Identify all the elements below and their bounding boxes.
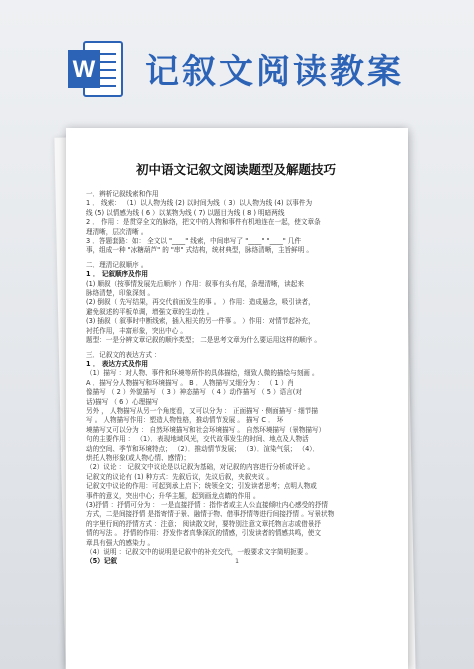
text-line: 理清晰，层次清晰 。 bbox=[86, 227, 148, 236]
text-line: (3) 插叙（ 叙事时中断线索，插入相关的另一件事 。 ）作用：对情节起补充， bbox=[86, 317, 315, 326]
word-icon-letter: W bbox=[72, 56, 96, 83]
text-line: 的字里行间的抒情方式 ：注意； 阅读散文时，要特别注意文章托物言志或借景抒 bbox=[86, 519, 321, 528]
text-line: 2 ． 作用 ：是贯穿全文的脉络，把文中的人物和事件有机地连在一起，使文章条 bbox=[86, 218, 321, 227]
text-line: 二．理清记叙顺序 。 bbox=[86, 260, 148, 269]
document-title: 初中语文记叙文阅读题型及解题技巧 bbox=[135, 162, 336, 177]
text-line: A ．描写分人物描写和环境描写 。 B ．人物描写又细分为 ： （ 1 ）肖 bbox=[86, 378, 295, 387]
text-line: 避免叙述的平板单调，增强文章的生动性 。 bbox=[86, 307, 214, 316]
text-line: 记叙文的议论有 (1) 种方式：先叙后议，先议后叙，夹叙夹议 。 bbox=[86, 472, 274, 481]
text-line: 衬托作用，丰富形象，突出中心 。 bbox=[86, 326, 188, 335]
banner bbox=[0, 0, 474, 118]
text-line: 动的空间、季节和环境特点； （2）．推动情节发展； （3）．渲染气氛； （4）． bbox=[86, 444, 320, 453]
text-line: （1）描写 ：对人物、事件和环境等所作的具体描绘，细致人微的描绘与刻画 。 bbox=[86, 369, 319, 378]
text-line: 3 ．答题套路：如： 全文以 "____" 线索，中间串写了 "____" "____" 几件 bbox=[86, 237, 302, 246]
page-number: 1 bbox=[235, 558, 239, 565]
text-line: (2) 倒叙（ 先写结果，再交代前面发生的事 。 ）作用：造成悬念，吸引读者， bbox=[86, 298, 315, 307]
text-line: （2）议论 ： 记叙文中议论是以记叙为基础，对记叙的内容进行分析或评论 。 bbox=[86, 463, 315, 472]
text-line: 事件的意义，突出中心；升华主题，起到画龙点睛的作用 。 bbox=[86, 491, 260, 500]
text-line: 烘托人物形象(或人物心情、感情)； bbox=[86, 453, 191, 462]
text-line: 话)描写 （ 6 ）心理描写 bbox=[86, 397, 159, 406]
text-line: 1 ． 线索： （1）以人物为线 (2) 以时间为线（ 3）以人物为线 (4) 以事件为 bbox=[86, 199, 313, 208]
section-heading-line: 1 ． 表达方式及作用 bbox=[86, 359, 148, 368]
text-line: 一．辨析记叙线索和作用 bbox=[86, 190, 159, 198]
section-heading-line: （5）记叙 bbox=[86, 557, 117, 566]
text-line: (1) 顺叙（按事情发展先后顺序 ）作用：叙事有头有尾，条理清晰，读起来 bbox=[86, 279, 304, 288]
text-line: 像描写 （ 2 ）外貌描写 （ 3 ）神态描写 （ 4 ）动作描写 （ 5 ）语言(对 bbox=[86, 388, 302, 397]
document-body bbox=[86, 190, 386, 567]
document-page bbox=[66, 128, 408, 669]
text-line: 线 (5) 以情感为线 ( 6 ）以某物为线 ( 7) 以题目为线 ( 8 ) 明暗两线 bbox=[86, 208, 285, 217]
text-line: （4）说明 ：记叙文中的说明是记叙中的补充交代，一般要求文字简明扼要 。 bbox=[86, 548, 312, 557]
text-line: 句的主要作用 ： （1）．表现地域风光，交代故事发生的时间、地点及人物活 bbox=[86, 435, 309, 444]
text-line: 脉络清楚，印象深刻 。 bbox=[86, 289, 155, 298]
word-document-icon bbox=[68, 40, 124, 98]
text-line: 三．记叙文的表达方式 ： bbox=[86, 350, 161, 359]
text-line: 写 。 人物描写作用：塑造人物性格，推动情节发展 。 描写 C ． 环 bbox=[86, 416, 284, 425]
text-line: 方式，二是间接抒情 是指寄情于景、融情于物、借事抒情等进行间接抒情 。写景状物 bbox=[86, 510, 335, 519]
text-line: 章具有强大的感染力 。 bbox=[86, 538, 155, 547]
section-heading-line: 1 ． 记叙顺序及作用 bbox=[86, 270, 148, 279]
text-line: 情的写法 。 抒情的作用：抒发作者真挚深沉的情感，引发读者的情感共鸣，使文 bbox=[86, 529, 321, 538]
text-line: 记叙文中议论的作用：可起到承上启下；统领全文；引发读者思考；点明人物或 bbox=[86, 482, 317, 491]
text-line: 事，组成一种 "冰糖葫芦" 的 "串" 式结构，统材典型，脉络清晰，主旨鲜明 。 bbox=[86, 246, 314, 255]
text-line: 境描写又可以分为 ： 自然环境描写和社会环境描写 。 自然环境描写（景物描写） bbox=[86, 425, 326, 434]
text-line: 另外 ， 人物描写从另一个角度看，又可以分为 ： 正面描写 · 侧面描写 · 细节描 bbox=[86, 406, 318, 415]
banner-title: 记叙文阅读教案 bbox=[145, 52, 404, 92]
text-line: (3)抒情 ：抒情可分为 ： 一是直接抒情 ：指作者或主人公直接倾吐内心感受的抒情 bbox=[86, 501, 328, 509]
text-line: 题型：一是分辨文章记叙的顺序类型； 二是思考文章为什么要运用这样的顺序 。 bbox=[86, 336, 321, 345]
